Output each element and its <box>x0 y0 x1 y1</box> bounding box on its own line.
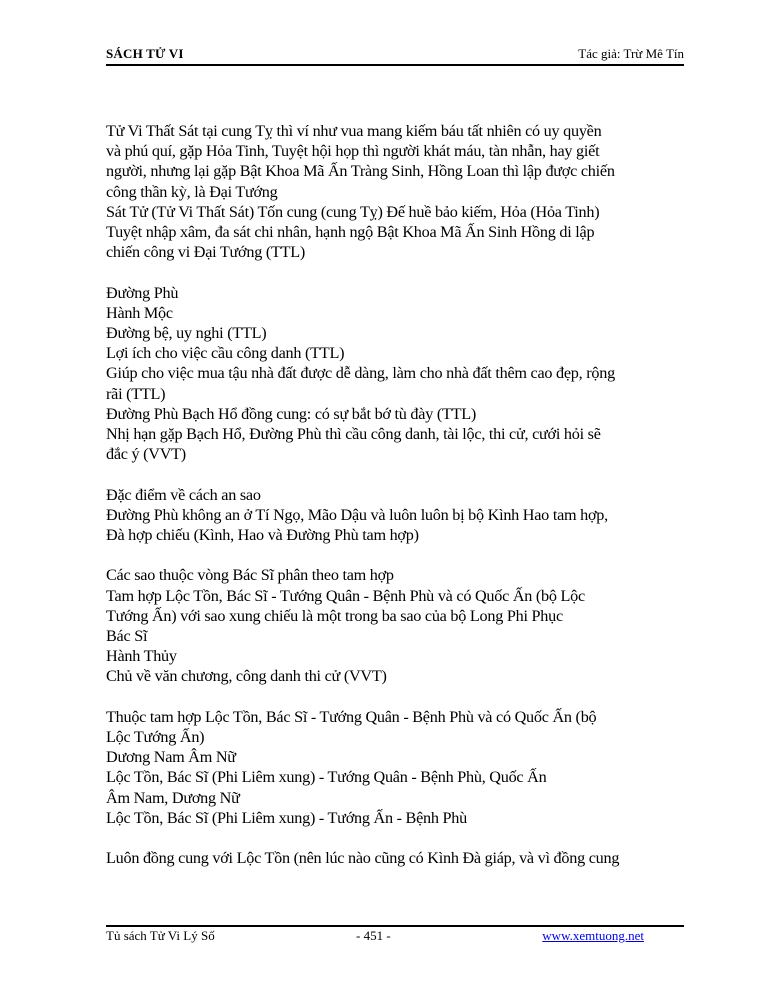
text-line: Đường bệ, uy nghi (TTL) <box>106 324 267 343</box>
paragraph-tu-vi-that-sat <box>106 121 691 262</box>
text-line: rãi (TTL) <box>106 384 166 403</box>
paragraph-dong-cung <box>106 848 691 868</box>
text-line: Sát Tử (Tử Vi Thất Sát) Tốn cung (cung Tỵ) Đế huề bảo kiếm, Hỏa (Hỏa Tinh) <box>106 202 600 221</box>
text-line: Đà hợp chiếu (Kình, Hao và Đường Phù tam hợp) <box>106 526 419 545</box>
text-line: Nhị hạn gặp Bạch Hổ, Đường Phù thì cầu công danh, tài lộc, thi cử, cưới hỏi sẽ <box>106 425 601 444</box>
text-line: Dương Nam Âm Nữ <box>106 748 236 767</box>
text-line: Đường Phù <box>106 283 179 302</box>
text-line: công thần kỳ, là Đại Tướng <box>106 182 278 201</box>
text-line: Chủ về văn chương, công danh thi cử (VVT) <box>106 667 387 686</box>
paragraph-dac-diem <box>106 485 691 546</box>
text-line: Lộc Tướng Ấn) <box>106 728 205 747</box>
text-line: Các sao thuộc vòng Bác Sĩ phân theo tam hợp <box>106 566 394 585</box>
header-divider <box>106 64 684 66</box>
text-line: Thuộc tam hợp Lộc Tồn, Bác Sĩ - Tướng Quân - Bệnh Phù và có Quốc Ấn (bộ <box>106 707 597 726</box>
text-line: Lộc Tồn, Bác Sĩ (Phi Liêm xung) - Tướng Ấn - Bệnh Phù <box>106 808 467 827</box>
text-line: Tướng Ấn) với sao xung chiếu là một trong ba sao của bộ Long Phi Phục <box>106 606 563 625</box>
text-line: Lợi ích cho việc cầu công danh (TTL) <box>106 344 345 363</box>
text-line: Giúp cho việc mua tậu nhà đất được dễ dàng, làm cho nhà đất thêm cao đẹp, rộng <box>106 364 615 383</box>
text-line: và phú quí, gặp Hỏa Tinh, Tuyệt hội họp thì người khát máu, tàn nhẫn, hay giết <box>106 142 600 161</box>
text-line: Luôn đồng cung với Lộc Tồn (nên lúc nào cũng có Kình Đà giáp, và vì đồng cung <box>106 849 620 868</box>
page-header <box>106 46 684 66</box>
text-line: đắc ý (VVT) <box>106 445 186 464</box>
text-line: chiến công vi Đại Tướng (TTL) <box>106 243 306 262</box>
document-body <box>106 121 691 889</box>
text-line: Tam hợp Lộc Tồn, Bác Sĩ - Tướng Quân - Bệnh Phù và có Quốc Ấn (bộ Lộc <box>106 586 585 605</box>
text-line: Hành Thủy <box>106 647 177 666</box>
page-footer <box>106 928 684 946</box>
text-line: người, nhưng lại gặp Bật Khoa Mã Ấn Tràng Sinh, Hồng Loan thì lập được chiến <box>106 162 615 181</box>
book-title: SÁCH TỬ VI <box>106 46 184 61</box>
author-credit: Tác giả: Trừ Mê Tín <box>578 46 684 61</box>
text-line: Âm Nam, Dương Nữ <box>106 788 240 807</box>
text-line: Đường Phù Bạch Hổ đồng cung: có sự bắt bớ tù đày (TTL) <box>106 404 477 423</box>
paragraph-duong-phu <box>106 283 691 465</box>
website-link[interactable]: www.xemtuong.net <box>542 928 644 943</box>
text-line: Đặc điểm về cách an sao <box>106 485 261 504</box>
text-line: Lộc Tồn, Bác Sĩ (Phi Liêm xung) - Tướng Quân - Bệnh Phù, Quốc Ấn <box>106 768 547 787</box>
paragraph-tam-hop-loc-ton <box>106 707 691 828</box>
text-line: Tử Vi Thất Sát tại cung Tỵ thì ví như vua mang kiếm báu tất nhiên có uy quyền <box>106 122 602 140</box>
page-number: - 451 - <box>356 928 391 943</box>
series-title: Tủ sách Tử Vi Lý Số <box>106 928 215 943</box>
text-line: Hành Mộc <box>106 303 173 322</box>
footer-divider <box>106 925 684 927</box>
text-line: Đường Phù không an ở Tí Ngọ, Mão Dậu và luôn luôn bị bộ Kình Hao tam hợp, <box>106 505 608 524</box>
paragraph-vong-bac-si <box>106 565 691 686</box>
text-line: Tuyệt nhập xâm, đa sát chi nhân, hạnh ngộ Bật Khoa Mã Ấn Sinh Hồng di lập <box>106 223 595 242</box>
text-line: Bác Sĩ <box>106 627 148 646</box>
